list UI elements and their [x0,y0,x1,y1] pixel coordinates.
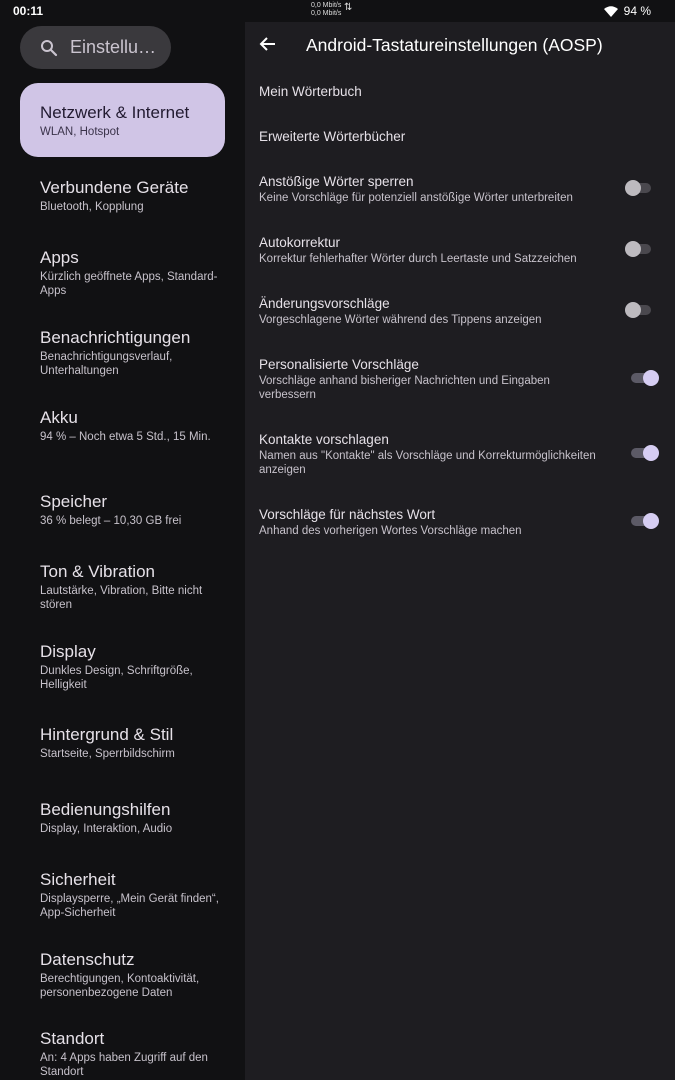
nav-item-battery[interactable] [20,407,225,444]
correction-suggestions-switch[interactable] [625,301,653,317]
pref-summary: Anhand des vorherigen Wortes Vorschläge machen [259,525,522,537]
nav-item-title: Apps [40,248,79,267]
top-app-bar [245,22,675,66]
back-arrow-icon[interactable] [259,35,277,53]
switch-thumb [643,445,659,461]
nav-item-title: Benachrichtigungen [40,328,191,347]
nav-item-subtitle: Display, Interaktion, Audio [40,823,173,835]
pref-title: Kontakte vorschlagen [259,432,389,447]
settings-nav-pane [0,22,245,1080]
nav-item-subtitle: Benachrichtigungsverlauf, Unterhaltungen [40,351,173,377]
nav-item-subtitle: Bluetooth, Kopplung [40,201,144,213]
pref-summary: Korrektur fehlerhafter Wörter durch Leertaste und Satzzeichen [259,253,577,265]
block-offensive-words-switch[interactable] [625,179,653,195]
pref-title: Autokorrektur [259,235,341,250]
pref-title: Änderungsvorschläge [259,296,390,311]
nav-item-title: Datenschutz [40,950,135,969]
pref-title: Personalisierte Vorschläge [259,357,419,372]
nav-item-subtitle: Dunkles Design, Schriftgröße, Helligkeit [40,665,193,691]
next-word-suggestions-switch[interactable] [631,512,659,528]
nav-item-title: Display [40,642,96,661]
autocorrect-switch[interactable] [625,240,653,256]
search-icon [40,39,58,57]
status-bar [0,0,675,22]
switch-thumb [625,180,641,196]
pref-next-word-suggestions[interactable] [259,506,659,538]
nav-item-subtitle: Kürzlich geöffnete Apps, Standard-Apps [40,271,218,297]
pref-summary: Keine Vorschläge für potenziell anstößige Wörter unterbreiten [259,192,573,204]
suggest-contacts-switch[interactable] [631,444,659,460]
nav-item-apps[interactable] [20,247,225,298]
status-time: 00:11 [13,4,44,18]
pref-title: Anstößige Wörter sperren [259,174,414,189]
nav-item-privacy[interactable] [20,949,225,1000]
nav-item-subtitle: 94 % – Noch etwa 5 Std., 15 Min. [40,431,211,443]
keyboard-settings-pane [245,22,675,1080]
pref-summary: Vorschläge anhand bisheriger Nachrichten und Eingaben verbessern [259,375,550,401]
nav-item-title: Sicherheit [40,870,116,889]
nav-item-title: Akku [40,408,78,427]
pref-suggest-contacts[interactable] [259,431,659,477]
search-placeholder: Einstellu… [70,37,157,57]
switch-thumb [625,302,641,318]
nav-item-notifications[interactable] [20,327,225,378]
pref-my-dictionary[interactable] [259,83,659,100]
nav-item-network-internet[interactable] [20,83,225,157]
network-speed-down: 0,0 Mbit/s [311,10,342,17]
switch-thumb [643,370,659,386]
nav-item-display[interactable] [20,641,225,692]
nav-item-title: Verbundene Geräte [40,178,189,197]
nav-item-sound-vibration[interactable] [20,561,225,612]
nav-item-title: Speicher [40,492,108,511]
nav-item-subtitle: Startseite, Sperrbildschirm [40,748,175,760]
nav-item-storage[interactable] [20,491,225,528]
pref-correction-suggestions[interactable] [259,295,659,327]
switch-thumb [625,241,641,257]
nav-item-title: Standort [40,1029,105,1048]
switch-thumb [643,513,659,529]
pref-summary: Vorgeschlagene Wörter während des Tippens anzeigen [259,314,542,326]
nav-item-security[interactable] [20,869,225,920]
battery-percent: 94 % [623,4,651,18]
pref-title: Mein Wörterbuch [259,84,362,99]
pref-extended-dictionaries[interactable] [259,128,659,145]
nav-item-title: Ton & Vibration [40,562,155,581]
pref-block-offensive-words[interactable] [259,173,659,205]
network-speed [311,2,341,18]
nav-item-title: Bedienungshilfen [40,800,171,819]
search-bar[interactable] [20,26,171,69]
nav-item-location[interactable] [20,1028,225,1079]
page-title: Android-Tastatureinstellungen (AOSP) [306,35,603,55]
nav-item-subtitle: Berechtigungen, Kontoaktivität, personenbezogene Daten [40,973,200,999]
personalized-suggestions-switch[interactable] [631,369,659,385]
wifi-icon [604,6,618,17]
nav-item-title: Hintergrund & Stil [40,725,174,744]
data-arrows-icon: ⇅ [344,2,353,13]
nav-item-accessibility[interactable] [20,799,225,836]
pref-summary: Namen aus "Kontakte" als Vorschläge und Korrekturmöglichkeiten anzeigen [259,450,596,476]
nav-item-subtitle: Displaysperre, „Mein Gerät finden“, App-Sicherheit [40,893,219,919]
pref-title: Erweiterte Wörterbücher [259,129,406,144]
nav-item-wallpaper-style[interactable] [20,724,225,761]
nav-item-subtitle: WLAN, Hotspot [40,126,120,138]
nav-item-connected-devices[interactable] [20,177,225,214]
nav-item-subtitle: Lautstärke, Vibration, Bitte nicht stören [40,585,203,611]
nav-item-subtitle: 36 % belegt – 10,30 GB frei [40,515,182,527]
pref-title: Vorschläge für nächstes Wort [259,507,436,522]
nav-item-subtitle: An: 4 Apps haben Zugriff auf den Standort [40,1052,208,1078]
network-speed-up: 0,0 Mbit/s [311,2,342,9]
pref-personalized-suggestions[interactable] [259,356,659,402]
nav-item-title: Netzwerk & Internet [40,103,190,122]
pref-autocorrect[interactable] [259,234,659,266]
